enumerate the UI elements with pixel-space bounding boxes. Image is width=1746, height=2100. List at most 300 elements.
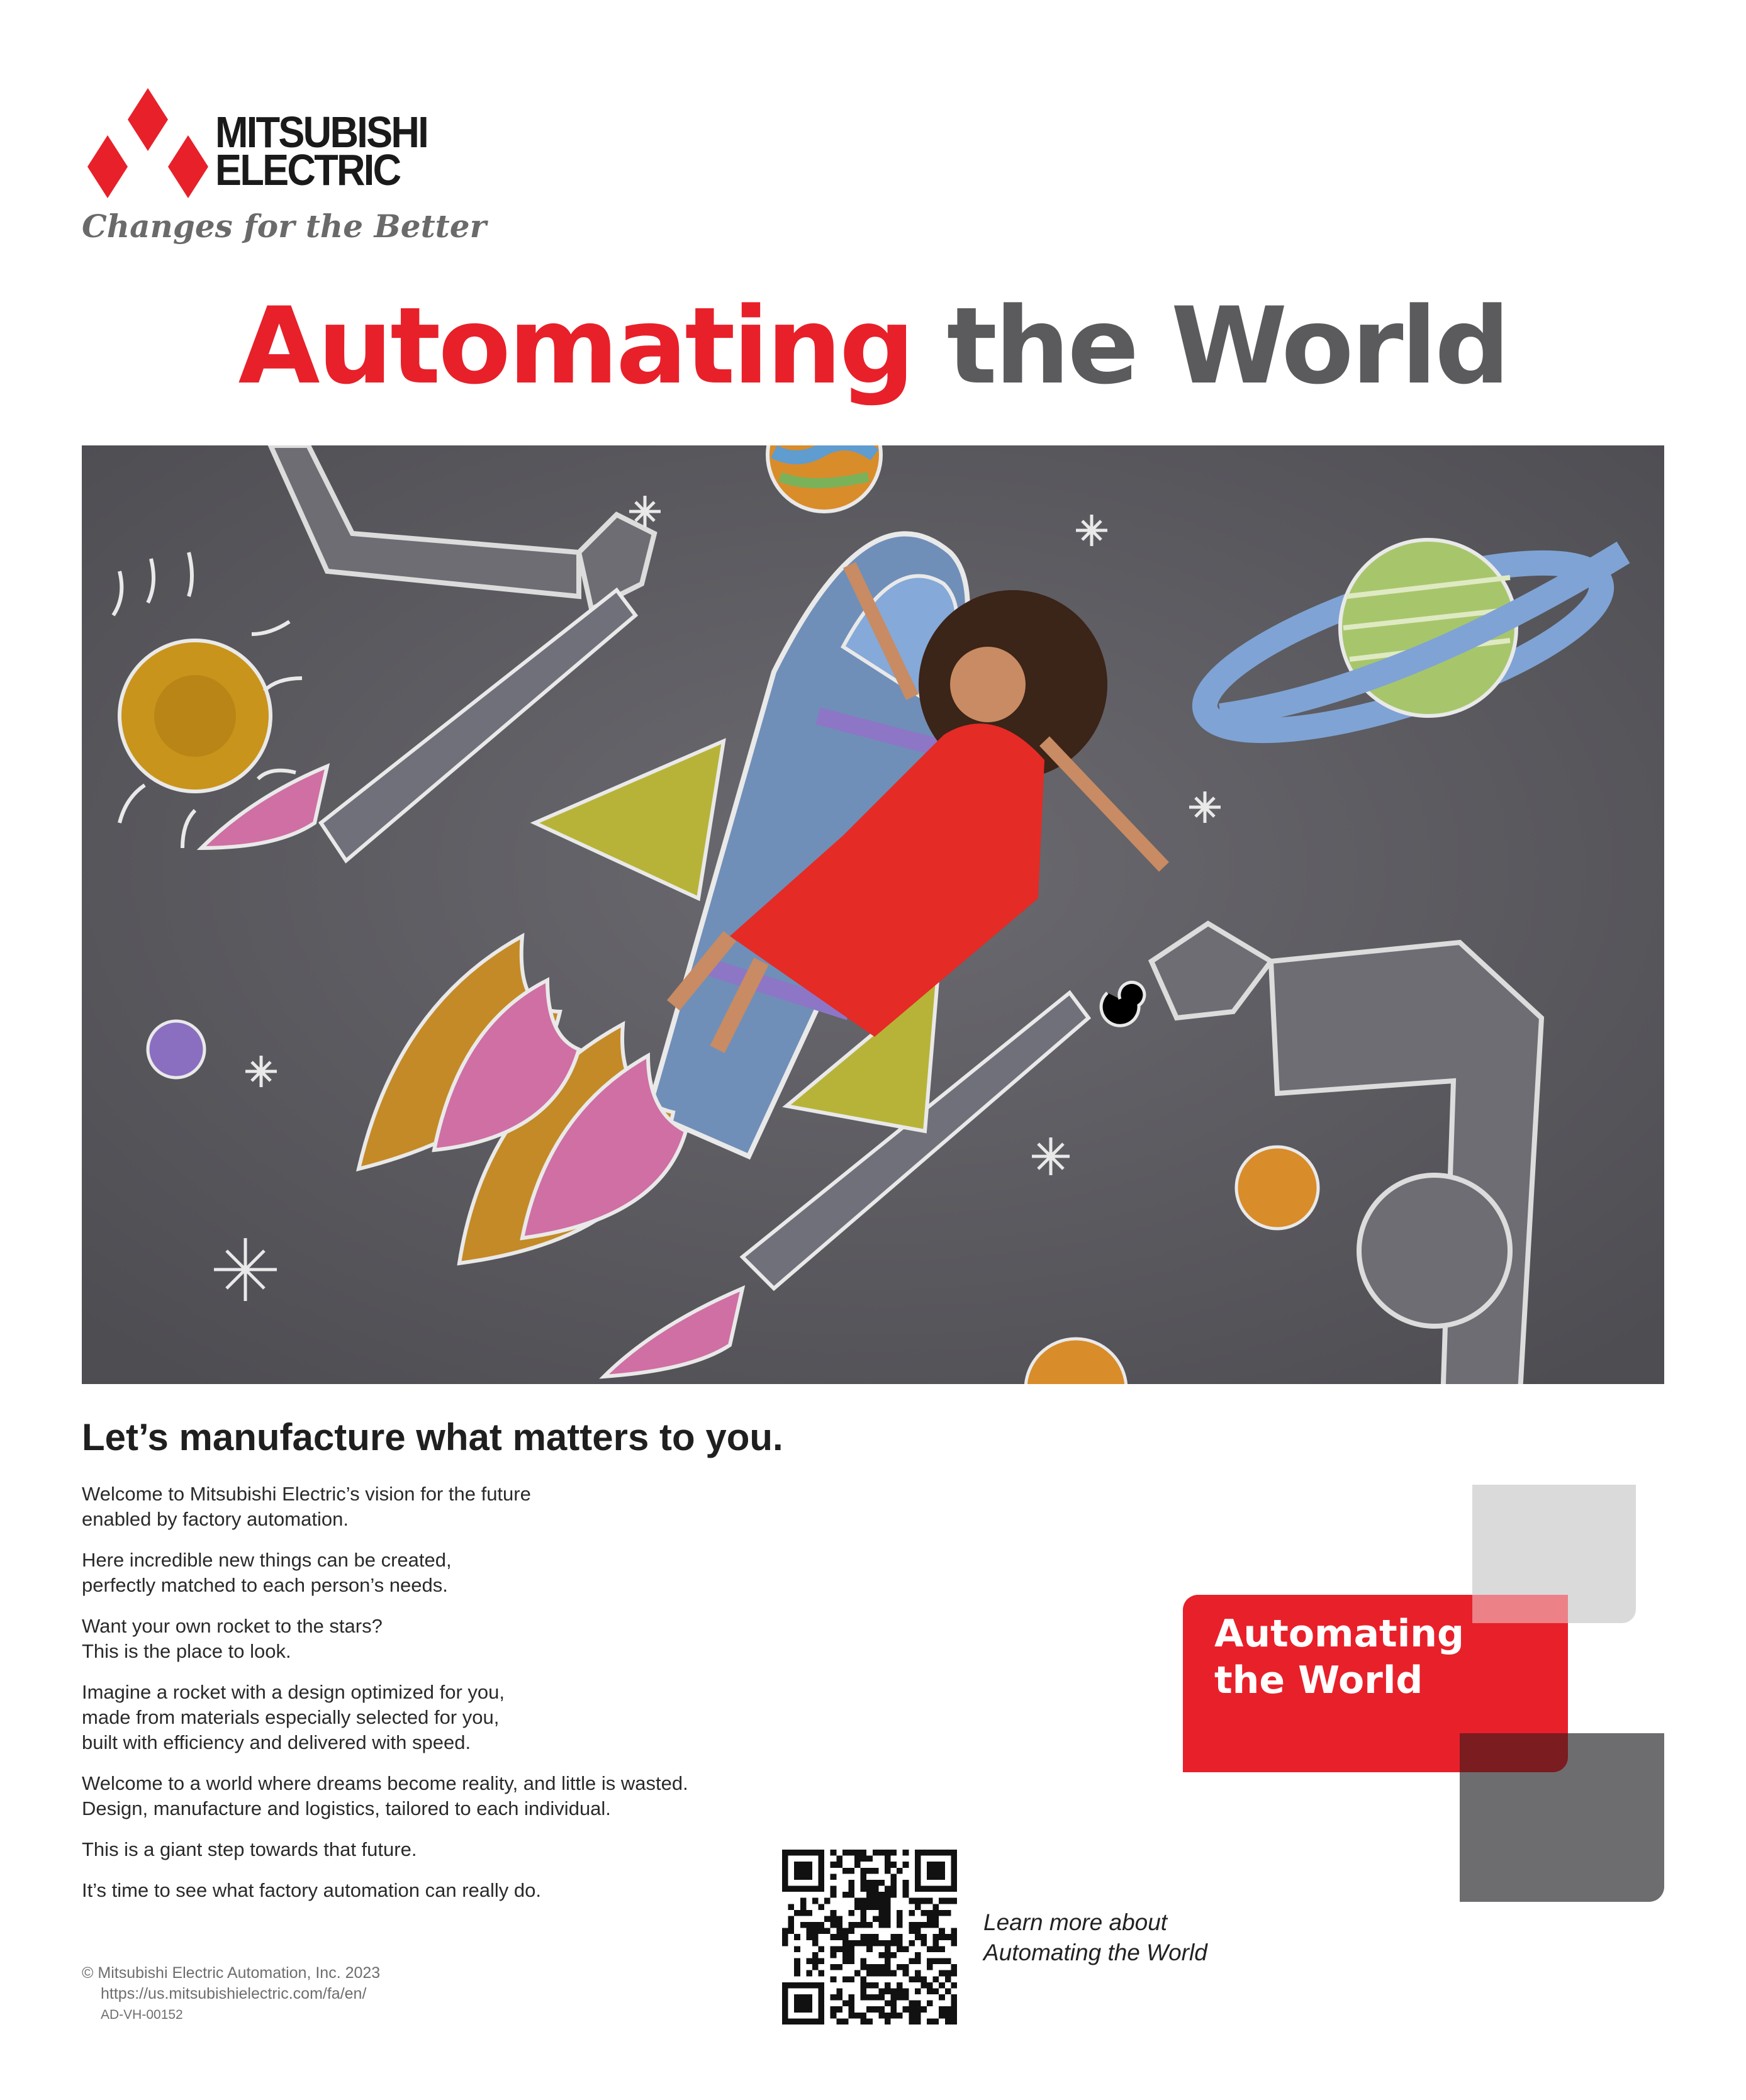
qr-module [939,1874,945,1880]
qr-module [782,1880,788,1886]
qr-module [819,1904,825,1910]
qr-module [812,1940,819,1946]
qr-module [939,2013,945,2019]
qr-module [806,1922,812,1928]
qr-module [909,1976,915,1982]
qr-module [866,1898,873,1904]
qr-module [842,2018,849,2025]
qr-module [885,1904,891,1910]
qr-module [921,1886,927,1892]
logo-wordmark-line2: ELECTRIC [215,145,400,194]
qr-module [861,1868,867,1874]
qr-module [819,1988,825,1994]
qr-module [909,1898,915,1904]
qr-module [878,1898,885,1904]
qr-module [891,2013,897,2019]
qr-module [891,1970,897,1977]
qr-module [866,1964,873,1970]
qr-module [897,1910,903,1916]
qr-module [794,1862,800,1868]
qr-module [819,1958,825,1965]
qr-module [848,1952,854,1958]
qr-module [806,1868,812,1874]
qr-module [831,1946,837,1952]
qr-module [836,1988,842,1994]
qr-module [782,2001,788,2007]
qr-module [915,1880,921,1886]
qr-module [939,2006,945,2013]
qr-module [873,1850,879,1856]
qr-module [897,1934,903,1940]
qr-module [903,1994,909,2001]
qr-module [782,1940,788,1946]
qr-module [885,2001,891,2007]
qr-module [927,1916,933,1922]
qr-module [866,2018,873,2025]
qr-module [800,1910,807,1916]
website-url[interactable]: https://us.mitsubishielectric.com/fa/en/ [101,1985,367,2002]
qr-module [854,2013,861,2019]
qr-module [848,2006,854,2013]
qr-module [812,1922,819,1928]
mitsubishi-electric-logo [82,88,484,252]
qr-module [873,1940,879,1946]
qr-module [927,1850,933,1856]
qr-module [848,1850,854,1856]
body-paragraph: Here incredible new things can be created, perfectly matched to each person’s needs. [82,1549,452,1596]
qr-module [878,2013,885,2019]
qr-module [848,1880,854,1886]
qr-module [861,1904,867,1910]
qr-module [927,1988,933,1994]
qr-module [806,1850,812,1856]
qr-module [915,1874,921,1880]
qr-module [861,1976,867,1982]
qr-module [854,1856,861,1862]
qr-module [915,1886,921,1892]
badge-overlap-dark [1460,1733,1568,1772]
qr-module [933,1934,939,1940]
qr-module [831,1892,837,1898]
qr-module [939,1946,945,1952]
body-copy [82,1482,805,1919]
qr-module [891,1850,897,1856]
qr-module [878,1850,885,1856]
qr-module [788,1850,795,1856]
qr-module [812,1958,819,1965]
qr-module [951,1880,957,1886]
qr-module [854,1904,861,1910]
qr-module [878,1880,885,1886]
qr-module [806,1958,812,1965]
qr-module [945,1934,951,1940]
qr-module [861,1910,867,1916]
qr-module [915,1988,921,1994]
qr-module [939,1910,945,1916]
qr-module [891,2006,897,2013]
qr-module [951,1994,957,2001]
qr-module [873,1964,879,1970]
qr-module [891,1952,897,1958]
qr-module [824,1916,831,1922]
qr-module [939,1898,945,1904]
qr-module [806,1994,812,2001]
qr-module [782,1850,788,1856]
qr-module [951,2013,957,2019]
qr-module [951,2018,957,2025]
body-paragraph: This is a giant step towards that future. [82,1838,417,1860]
badge-text: Automating the World [1214,1612,1464,1702]
qr-module [782,1928,788,1935]
qr-module [873,1892,879,1898]
qr-module [788,1928,795,1935]
qr-module [800,1862,807,1868]
qr-module [921,1982,927,1989]
qr-module [819,1862,825,1868]
qr-module [866,1982,873,1989]
qr-module [842,1946,849,1952]
qr-module [842,1958,849,1965]
qr-module [927,1886,933,1892]
qr-module [873,1970,879,1977]
qr-module [951,1934,957,1940]
qr-module [812,1928,819,1935]
qr-module [842,1952,849,1958]
qr-module [788,2018,795,2025]
qr-module [819,2006,825,2013]
ad-code: AD-VH-00152 [101,2008,183,2022]
qr-module [873,1916,879,1922]
qr-module [933,1886,939,1892]
qr-module [782,2006,788,2013]
qr-module [878,1988,885,1994]
qr-module [794,1910,800,1916]
qr-module [921,2006,927,2013]
qr-module [951,1898,957,1904]
qr-module [848,1922,854,1928]
qr-module [933,1910,939,1916]
qr-module [794,2001,800,2007]
qr-module [819,1886,825,1892]
qr-module [921,1940,927,1946]
qr-module [806,1874,812,1880]
qr-module [921,1976,927,1982]
qr-module [831,1862,837,1868]
qr-module [909,1940,915,1946]
headline-the-world: the World [946,284,1508,408]
qr-module [819,1856,825,1862]
qr-module [800,1886,807,1892]
qr-module [933,1874,939,1880]
qr-module [848,1868,854,1874]
qr-module [806,1970,812,1977]
qr-module [861,1940,867,1946]
qr-module [819,2013,825,2019]
qr-module [891,1874,897,1880]
qr-module [861,1886,867,1892]
qr-module [951,1970,957,1977]
qr-module [873,1934,879,1940]
qr-module [885,1856,891,1862]
qr-module [945,2018,951,2025]
qr-module [873,1886,879,1892]
qr-module [885,2018,891,2025]
qr-module [842,2001,849,2007]
qr-module [927,1964,933,1970]
qr-module [782,2013,788,2019]
qr-module [939,1868,945,1874]
qr-module [824,1898,831,1904]
qr-module [951,1862,957,1868]
qr-module [854,1970,861,1977]
qr-module [878,1994,885,2001]
qr-module [861,1964,867,1970]
qr-module [903,1880,909,1886]
qr-module [903,1964,909,1970]
qr-module [836,2006,842,2013]
qr-module [927,1922,933,1928]
qr-module [861,1880,867,1886]
qr-module [836,1994,842,2001]
qr-module [915,1952,921,1958]
qr-module [878,1916,885,1922]
qr-module [933,1850,939,1856]
main-headline [0,283,1746,409]
qr-module [873,1898,879,1904]
qr-module [866,1868,873,1874]
qr-module [782,1862,788,1868]
qr-module [782,1874,788,1880]
qr-module [885,2013,891,2019]
qr-module [842,1868,849,1874]
qr-module [812,1982,819,1989]
logo-wordmark-line1: MITSUBISHI [215,108,428,157]
qr-module [933,1922,939,1928]
qr-module [800,1850,807,1856]
qr-module [891,1994,897,2001]
qr-module [939,1850,945,1856]
qr-module [866,1994,873,2001]
qr-module [794,1850,800,1856]
qr-module [819,2018,825,2025]
qr-module [819,1994,825,2001]
qr-module [903,1988,909,1994]
chalk-rocket-scene [82,445,1664,1384]
logo-wordmark [215,108,428,194]
qr-module [794,1886,800,1892]
qr-module [909,2006,915,2013]
copyright-text: © Mitsubishi Electric Automation, Inc. 2023 [82,1964,381,1982]
qr-module [854,1898,861,1904]
qr-module [885,1952,891,1958]
qr-module [885,1946,891,1952]
qr-module [866,1922,873,1928]
qr-module [842,1850,849,1856]
qr-module [915,2018,921,2025]
qr-module [927,2001,933,2007]
qr-module [933,2018,939,2025]
qr-module [915,1934,921,1940]
qr-module [909,1928,915,1935]
qr-module [866,1892,873,1898]
qr-module [878,1910,885,1916]
qr-module [915,1850,921,1856]
qr-module [848,2013,854,2019]
qr-module [945,1910,951,1916]
qr-module [861,1934,867,1940]
qr-module [891,1934,897,1940]
qr-module [915,2013,921,2019]
qr-module [831,2006,837,2013]
qr-module [800,1898,807,1904]
qr-module [866,1904,873,1910]
qr-module [836,1928,842,1935]
qr-module [921,1922,927,1928]
qr-module [921,1898,927,1904]
qr-module [885,1850,891,1856]
qr-module [945,1976,951,1982]
three-diamonds-icon [82,88,214,198]
qr-module [885,1916,891,1922]
qr-module [903,1892,909,1898]
qr-module [819,1868,825,1874]
qr-module [800,1922,807,1928]
qr-module [861,1856,867,1862]
qr-module [861,1898,867,1904]
qr-module [933,1976,939,1982]
qr-module [885,1886,891,1892]
footer [82,1963,380,2025]
qr-module [915,1904,921,1910]
qr-module [842,1892,849,1898]
qr-module [903,1886,909,1892]
qr-module [824,1928,831,1935]
qr-module [794,1868,800,1874]
qr-module [788,1982,795,1989]
qr-module [927,1910,933,1916]
qr-module [897,1940,903,1946]
qr-module [891,1880,897,1886]
qr-module [933,1946,939,1952]
qr-module [951,1928,957,1935]
qr-module [915,1856,921,1862]
qr-module [909,2018,915,2025]
qr-module [842,1928,849,1935]
qr-module [866,1886,873,1892]
qr-module [806,2001,812,2007]
qr-module [831,1934,837,1940]
qr-module [788,1904,795,1910]
qr-module [812,1952,819,1958]
qr-module [915,2001,921,2007]
qr-module [927,1982,933,1989]
qr-module [939,1970,945,1977]
qr-module [878,1964,885,1970]
qr-module [939,1886,945,1892]
qr-module [812,2018,819,2025]
qr-module [885,1940,891,1946]
qr-module [915,1898,921,1904]
qr-module [885,1988,891,1994]
qr-code-icon[interactable] [782,1850,957,2025]
qr-module [903,1862,909,1868]
qr-module [927,1958,933,1965]
qr-module [951,1856,957,1862]
qr-module [812,1964,819,1970]
body-paragraph: Welcome to Mitsubishi Electric’s vision for the future enabled by factory automation. [82,1483,531,1530]
qr-module [945,2013,951,2019]
qr-module [903,1970,909,1977]
qr-module [933,1868,939,1874]
qr-module [921,1934,927,1940]
qr-module [782,2018,788,2025]
qr-module [806,1982,812,1989]
qr-module [819,2001,825,2007]
qr-module [861,1874,867,1880]
qr-module [885,1970,891,1977]
qr-module [933,1940,939,1946]
qr-module [873,1994,879,2001]
qr-module [866,1946,873,1952]
qr-module [897,1946,903,1952]
qr-module [854,1940,861,1946]
qr-module [945,1988,951,1994]
qr-module [836,2018,842,2025]
qr-module [945,1850,951,1856]
qr-module [933,1958,939,1965]
qr-module [848,1886,854,1892]
qr-module [933,1904,939,1910]
qr-module [836,1916,842,1922]
qr-module [873,1868,879,1874]
qr-module [848,1946,854,1952]
qr-module [842,1976,849,1982]
qr-module [848,1994,854,2001]
qr-module [903,1946,909,1952]
qr-module [848,1928,854,1935]
qr-module [939,1982,945,1989]
qr-module [951,1850,957,1856]
qr-module [794,1958,800,1965]
qr-module [806,1934,812,1940]
qr-module [782,1886,788,1892]
qr-module [848,1940,854,1946]
qr-module [897,1922,903,1928]
qr-module [909,1922,915,1928]
qr-module [836,1934,842,1940]
qr-module [939,1862,945,1868]
qr-module [951,1868,957,1874]
qr-module [897,1964,903,1970]
qr-module [945,1898,951,1904]
qr-module [806,2006,812,2013]
qr-module [891,1940,897,1946]
qr-module [782,1994,788,2001]
qr-module [794,2006,800,2013]
qr-module [915,1868,921,1874]
qr-module [897,1994,903,2001]
qr-module [915,1970,921,1977]
qr-module [885,1898,891,1904]
small-planet-right-drawing [1236,1147,1318,1229]
qr-module [861,2013,867,2019]
qr-module [897,1916,903,1922]
qr-module [848,2001,854,2007]
qr-module [885,1958,891,1965]
qr-module [831,1886,837,1892]
qr-module [819,1982,825,1989]
qr-module [788,1886,795,1892]
